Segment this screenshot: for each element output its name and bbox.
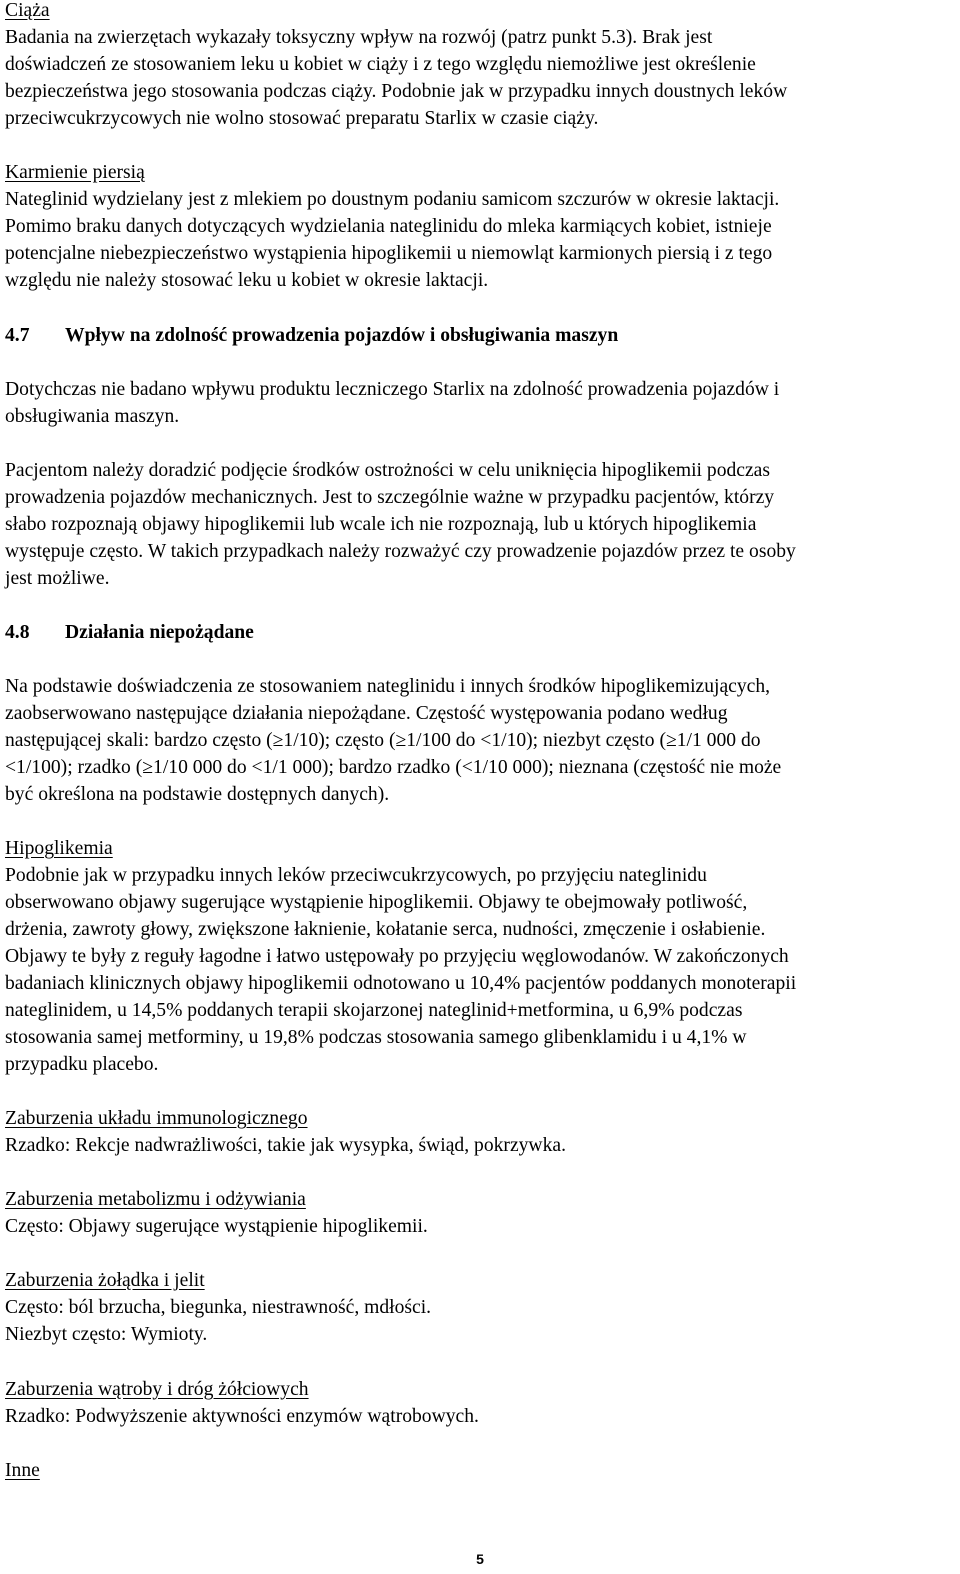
text-line: przeciwcukrzycowych nie wolno stosować preparatu Starlix w czasie ciąży. [5, 108, 599, 129]
text-line: doświadczeń ze stosowaniem leku u kobiet w ciąży i z tego względu niemożliwe jest określenie [5, 54, 756, 75]
text-line: Nateglinid wydzielany jest z mlekiem po doustnym podaniu samicom szczurów w okresie laktacji. [5, 189, 780, 210]
section-heading-4-7 [5, 322, 955, 349]
paragraph [5, 457, 955, 592]
text-line: nateglinidem, u 14,5% poddanych terapii skojarzonej nateglinid+metformina, u 6,9% podczas [5, 1000, 743, 1021]
subsection-heading: Zaburzenia metabolizmu i odżywiania [5, 1189, 306, 1210]
section-title: Działania niepożądane [65, 622, 254, 643]
subsection-heading: Hipoglikemia [5, 838, 113, 859]
text-line: Rzadko: Podwyższenie aktywności enzymów wątrobowych. [5, 1406, 479, 1427]
text-line: Często: Objawy sugerujące wystąpienie hipoglikemii. [5, 1216, 428, 1237]
section-number: 4.8 [5, 622, 30, 643]
text-line: Często: ból brzucha, biegunka, niestrawność, mdłości. [5, 1297, 432, 1318]
subsection-heading: Zaburzenia układu immunologicznego [5, 1108, 308, 1129]
subsection-heading: Zaburzenia wątroby i dróg żółciowych [5, 1379, 309, 1400]
subsection-heading: Zaburzenia żołądka i jelit [5, 1270, 205, 1291]
text-line: <1/100); rzadko (≥1/10 000 do <1/1 000); bardzo rzadko (<1/10 000); nieznana (częstość nie może [5, 757, 782, 778]
paragraph [5, 376, 955, 430]
subsection-other [5, 1457, 955, 1484]
section-heading-4-8 [5, 619, 955, 646]
subsection-hypoglycemia [5, 835, 955, 1078]
subsection-immune [5, 1105, 955, 1159]
text-line: przypadku placebo. [5, 1054, 159, 1075]
text-line: badaniach klinicznych objawy hipoglikemii odnotowano u 10,4% pacjentów poddanych monoterapii [5, 973, 797, 994]
text-line: słabo rozpoznają objawy hipoglikemii lub wcale ich nie rozpoznają, lub u których hipoglikemia [5, 514, 757, 535]
text-line: Badania na zwierzętach wykazały toksyczny wpływ na rozwój (patrz punkt 5.3). Brak jest [5, 27, 713, 48]
text-line: Podobnie jak w przypadku innych leków przeciwcukrzycowych, po przyjęciu nateglinidu [5, 865, 707, 886]
text-line: Pacjentom należy doradzić podjęcie środków ostrożności w celu uniknięcia hipoglikemii podczas [5, 460, 771, 481]
text-line: obsługiwania maszyn. [5, 406, 180, 427]
subsection-heading: Inne [5, 1460, 40, 1481]
text-line: Objawy te były z reguły łagodne i łatwo ustępowały po przyjęciu węglowodanów. W zakończonych [5, 946, 789, 967]
text-line: następującej skali: bardzo często (≥1/10); często (≥1/100 do <1/10); niezbyt często (≥1/1 000 do [5, 730, 761, 751]
text-line: występuje często. W takich przypadkach należy rozważyć czy prowadzenie pojazdów przez te osoby [5, 541, 796, 562]
text-line: zaobserwowano następujące działania niepożądane. Częstość występowania podano według [5, 703, 728, 724]
subsection-hepatobiliary [5, 1376, 955, 1430]
text-line: Niezbyt często: Wymioty. [5, 1324, 208, 1345]
page-number: 5 [476, 1551, 484, 1567]
text-line: względu nie należy stosować leku u kobiet w okresie laktacji. [5, 270, 489, 291]
subsection-gastrointestinal [5, 1267, 955, 1348]
text-line: prowadzenia pojazdów mechanicznych. Jest to szczególnie ważne w przypadku pacjentów, którzy [5, 487, 775, 508]
section-title: Wpływ na zdolność prowadzenia pojazdów i obsługiwania maszyn [65, 325, 619, 346]
section-number: 4.7 [5, 325, 30, 346]
text-line: być określona na podstawie dostępnych danych). [5, 784, 390, 805]
section-breastfeeding [5, 159, 955, 294]
text-line: jest możliwe. [5, 568, 110, 589]
paragraph [5, 673, 955, 808]
text-line: drżenia, zawroty głowy, zwiększone łaknienie, kołatanie serca, nudności, zmęczenie i osłabienie. [5, 919, 766, 940]
text-line: Dotychczas nie badano wpływu produktu leczniczego Starlix na zdolność prowadzenia pojazdów i [5, 379, 780, 400]
text-line: Pomimo braku danych dotyczących wydzielania nateglinidu do mleka karmiących kobiet, istnieje [5, 216, 772, 237]
text-line: bezpieczeństwa jego stosowania podczas ciąży. Podobnie jak w przypadku innych doustnych leków [5, 81, 788, 102]
subsection-metabolism [5, 1186, 955, 1240]
text-line: obserwowano objawy sugerujące wystąpienie hipoglikemii. Objawy te obejmowały potliwość, [5, 892, 748, 913]
text-line: Na podstawie doświadczenia ze stosowaniem nateglinidu i innych środków hipoglikemizujących, [5, 676, 771, 697]
section-heading: Ciąża [5, 0, 50, 21]
text-line: potencjalne niebezpieczeństwo wystąpienia hipoglikemii u niemowląt karmionych piersią i z tego [5, 243, 773, 264]
text-line: Rzadko: Rekcje nadwrażliwości, takie jak wysypka, świąd, pokrzywka. [5, 1135, 566, 1156]
text-line: stosowania samej metforminy, u 19,8% podczas stosowania samego glibenklamidu i u 4,1% w [5, 1027, 747, 1048]
section-heading: Karmienie piersią [5, 162, 145, 183]
section-pregnancy [5, 0, 955, 132]
